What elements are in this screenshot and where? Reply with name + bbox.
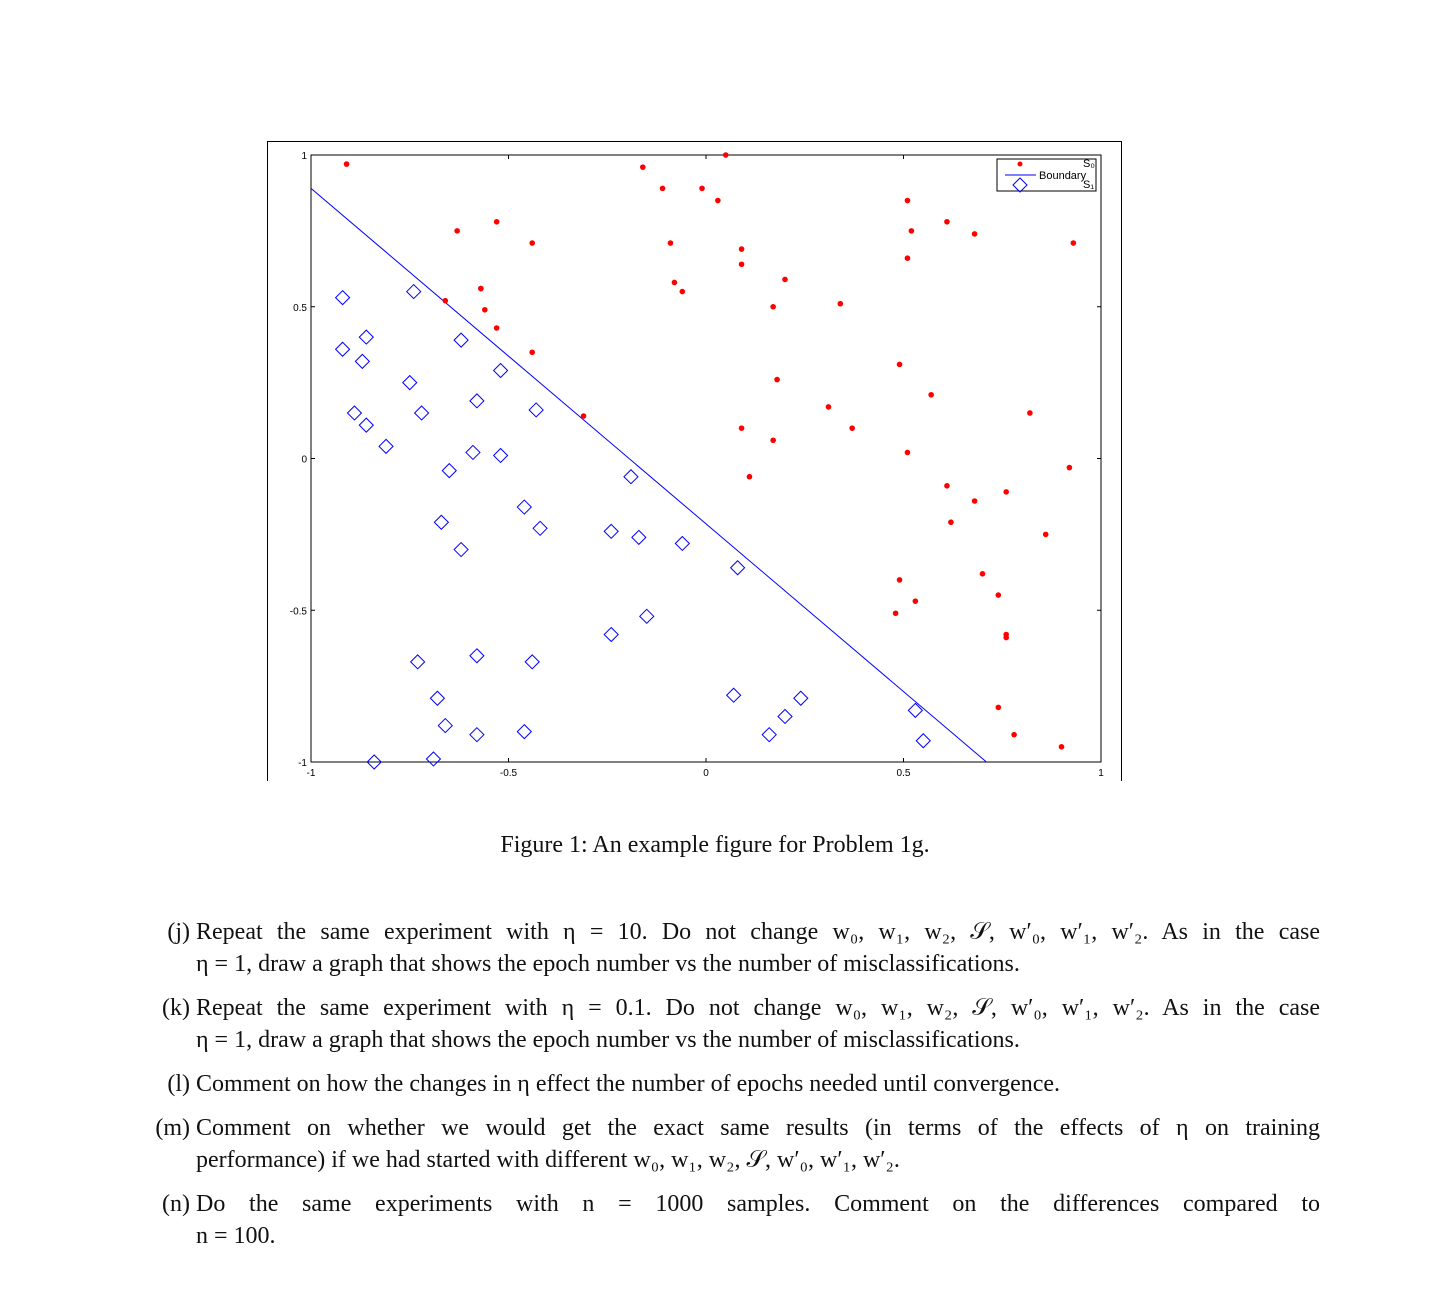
- problem-n: [140, 1188, 1320, 1252]
- s1-point: [494, 363, 508, 377]
- problem-text-line: n = 100.: [196, 1223, 276, 1249]
- plot-area: [311, 155, 1101, 762]
- s0-point: [905, 198, 911, 204]
- s1-point: [359, 418, 373, 432]
- y-tick-label: 0: [301, 454, 307, 466]
- legend-s1-label: S₁: [1083, 179, 1095, 191]
- legend-s0-marker: [1018, 162, 1023, 167]
- s0-point: [1003, 635, 1009, 641]
- s1-point: [604, 628, 618, 642]
- s0-point: [494, 219, 500, 225]
- problem-text-line: Comment on how the changes in η effect the number of epochs needed until convergence.: [196, 1071, 1061, 1097]
- s1-point: [407, 285, 421, 299]
- series-s0: [344, 152, 1076, 749]
- s1-point: [454, 333, 468, 347]
- s1-point: [517, 725, 531, 739]
- y-tick-label: -1: [298, 758, 307, 769]
- s1-point: [379, 439, 393, 453]
- s1-point: [778, 709, 792, 723]
- s1-point: [470, 728, 484, 742]
- s0-point: [826, 404, 832, 410]
- s1-point: [438, 719, 452, 733]
- x-tick-label: -0.5: [499, 768, 518, 779]
- s1-point: [336, 291, 350, 305]
- s0-point: [668, 240, 674, 246]
- s1-point: [411, 655, 425, 669]
- problem-k: [140, 992, 1320, 1056]
- s0-point: [529, 349, 535, 355]
- s0-point: [739, 425, 745, 431]
- legend-s0-label: S₀: [1083, 158, 1095, 170]
- boundary-line: [311, 188, 986, 762]
- problem-text-line: performance) if we had started with different w₀, w₁, w₂, 𝒮, w′₀, w′₁, w′₂.: [196, 1147, 900, 1173]
- figure-frame: [267, 141, 1122, 781]
- s1-point: [604, 524, 618, 538]
- s0-point: [944, 483, 950, 489]
- s0-point: [782, 277, 788, 283]
- s1-point: [403, 376, 417, 390]
- s0-point: [913, 598, 919, 604]
- s0-point: [1043, 532, 1049, 538]
- s0-point: [897, 362, 903, 368]
- s0-point: [640, 164, 646, 170]
- s0-point: [909, 228, 915, 234]
- s0-point: [905, 450, 911, 456]
- s1-point: [494, 448, 508, 462]
- y-tick-label: -0.5: [289, 606, 307, 618]
- s1-point: [434, 515, 448, 529]
- problem-j: [140, 916, 1320, 980]
- s0-point: [454, 228, 460, 234]
- x-tick-label: -1: [306, 768, 316, 779]
- s1-point: [762, 728, 776, 742]
- s0-point: [838, 301, 844, 307]
- problem-label: (k): [162, 995, 190, 1021]
- s0-point: [996, 592, 1002, 598]
- s1-point: [731, 561, 745, 575]
- s0-point: [1011, 732, 1017, 738]
- s0-point: [699, 186, 705, 192]
- s1-point: [359, 330, 373, 344]
- legend: [997, 158, 1096, 192]
- s0-point: [581, 413, 587, 419]
- problem-text-line: η = 1, draw a graph that shows the epoch number vs the number of misclassifications.: [196, 1027, 1020, 1053]
- s0-point: [897, 577, 903, 583]
- s0-point: [715, 198, 721, 204]
- legend-boundary-label: Boundary: [1039, 170, 1087, 182]
- s1-point: [675, 536, 689, 550]
- s0-point: [944, 219, 950, 225]
- s0-point: [443, 298, 449, 304]
- s0-point: [980, 571, 986, 577]
- problem-text-line: η = 1, draw a graph that shows the epoch number vs the number of misclassifications.: [196, 951, 1020, 977]
- figure-caption: Figure 1: An example figure for Problem 1g.: [500, 832, 930, 858]
- s0-point: [529, 240, 535, 246]
- s1-point: [529, 403, 543, 417]
- s1-point: [640, 609, 654, 623]
- problem-m: [140, 1112, 1320, 1176]
- s0-point: [660, 186, 666, 192]
- s0-point: [482, 307, 488, 313]
- s1-point: [347, 406, 361, 420]
- x-tick-label: 0.5: [896, 768, 911, 779]
- s1-point: [355, 354, 369, 368]
- s0-point: [1027, 410, 1033, 416]
- problem-label: (l): [167, 1071, 190, 1097]
- s0-point: [770, 437, 776, 443]
- problem-label: (n): [162, 1191, 190, 1217]
- problem-l: [140, 1068, 1320, 1100]
- problem-text-line: Repeat the same experiment with η = 10. Do not change w₀, w₁, w₂, 𝒮, w′₀, w′₁, w′₂. As in the case: [196, 919, 1320, 945]
- s0-point: [905, 255, 911, 261]
- y-tick-label: 0.5: [293, 302, 307, 314]
- s0-point: [344, 161, 350, 167]
- s0-point: [770, 304, 776, 310]
- s1-point: [727, 688, 741, 702]
- s0-point: [972, 498, 978, 504]
- s0-point: [739, 261, 745, 267]
- s1-point: [525, 655, 539, 669]
- s1-point: [336, 342, 350, 356]
- s1-point: [442, 464, 456, 478]
- s0-point: [1067, 465, 1073, 471]
- boundary-segment: [311, 188, 986, 762]
- s0-point: [928, 392, 934, 398]
- series-s1: [336, 285, 931, 769]
- s0-point: [774, 377, 780, 383]
- y-tick-label: 1: [301, 151, 307, 162]
- s1-point: [533, 521, 547, 535]
- x-tick-label: 0: [703, 768, 709, 779]
- axis-ticks: [290, 151, 1104, 779]
- s0-point: [996, 705, 1002, 711]
- s0-point: [972, 231, 978, 237]
- s0-point: [723, 152, 729, 158]
- s0-point: [948, 519, 954, 525]
- problem-text-line: Repeat the same experiment with η = 0.1. Do not change w₀, w₁, w₂, 𝒮, w′₀, w′₁, w′₂. As in the case: [196, 995, 1320, 1021]
- s1-point: [470, 649, 484, 663]
- s1-point: [916, 734, 930, 748]
- s1-point: [426, 752, 440, 766]
- problem-list: [140, 916, 1320, 1264]
- x-tick-label: 1: [1098, 768, 1104, 779]
- s1-point: [632, 530, 646, 544]
- s1-point: [624, 470, 638, 484]
- s1-point: [430, 691, 444, 705]
- problem-text-line: Comment on whether we would get the exact same results (in terms of the effects of η on training: [196, 1115, 1320, 1141]
- s1-point: [454, 543, 468, 557]
- problem-text-line: Do the same experiments with n = 1000 samples. Comment on the differences compared to: [196, 1191, 1320, 1217]
- s0-point: [672, 280, 678, 286]
- problem-label: (j): [167, 919, 190, 945]
- s1-point: [517, 500, 531, 514]
- s1-point: [470, 394, 484, 408]
- s0-point: [1003, 489, 1009, 495]
- s0-point: [478, 286, 484, 292]
- s0-point: [1071, 240, 1077, 246]
- s1-point: [794, 691, 808, 705]
- s1-point: [415, 406, 429, 420]
- s1-point: [466, 445, 480, 459]
- s0-point: [893, 610, 899, 616]
- s0-point: [494, 325, 500, 331]
- scatter-plot: [268, 142, 1123, 782]
- s0-point: [680, 289, 686, 295]
- s0-point: [1059, 744, 1065, 750]
- problem-label: (m): [155, 1115, 190, 1141]
- s0-point: [849, 425, 855, 431]
- s0-point: [739, 246, 745, 252]
- s0-point: [747, 474, 753, 480]
